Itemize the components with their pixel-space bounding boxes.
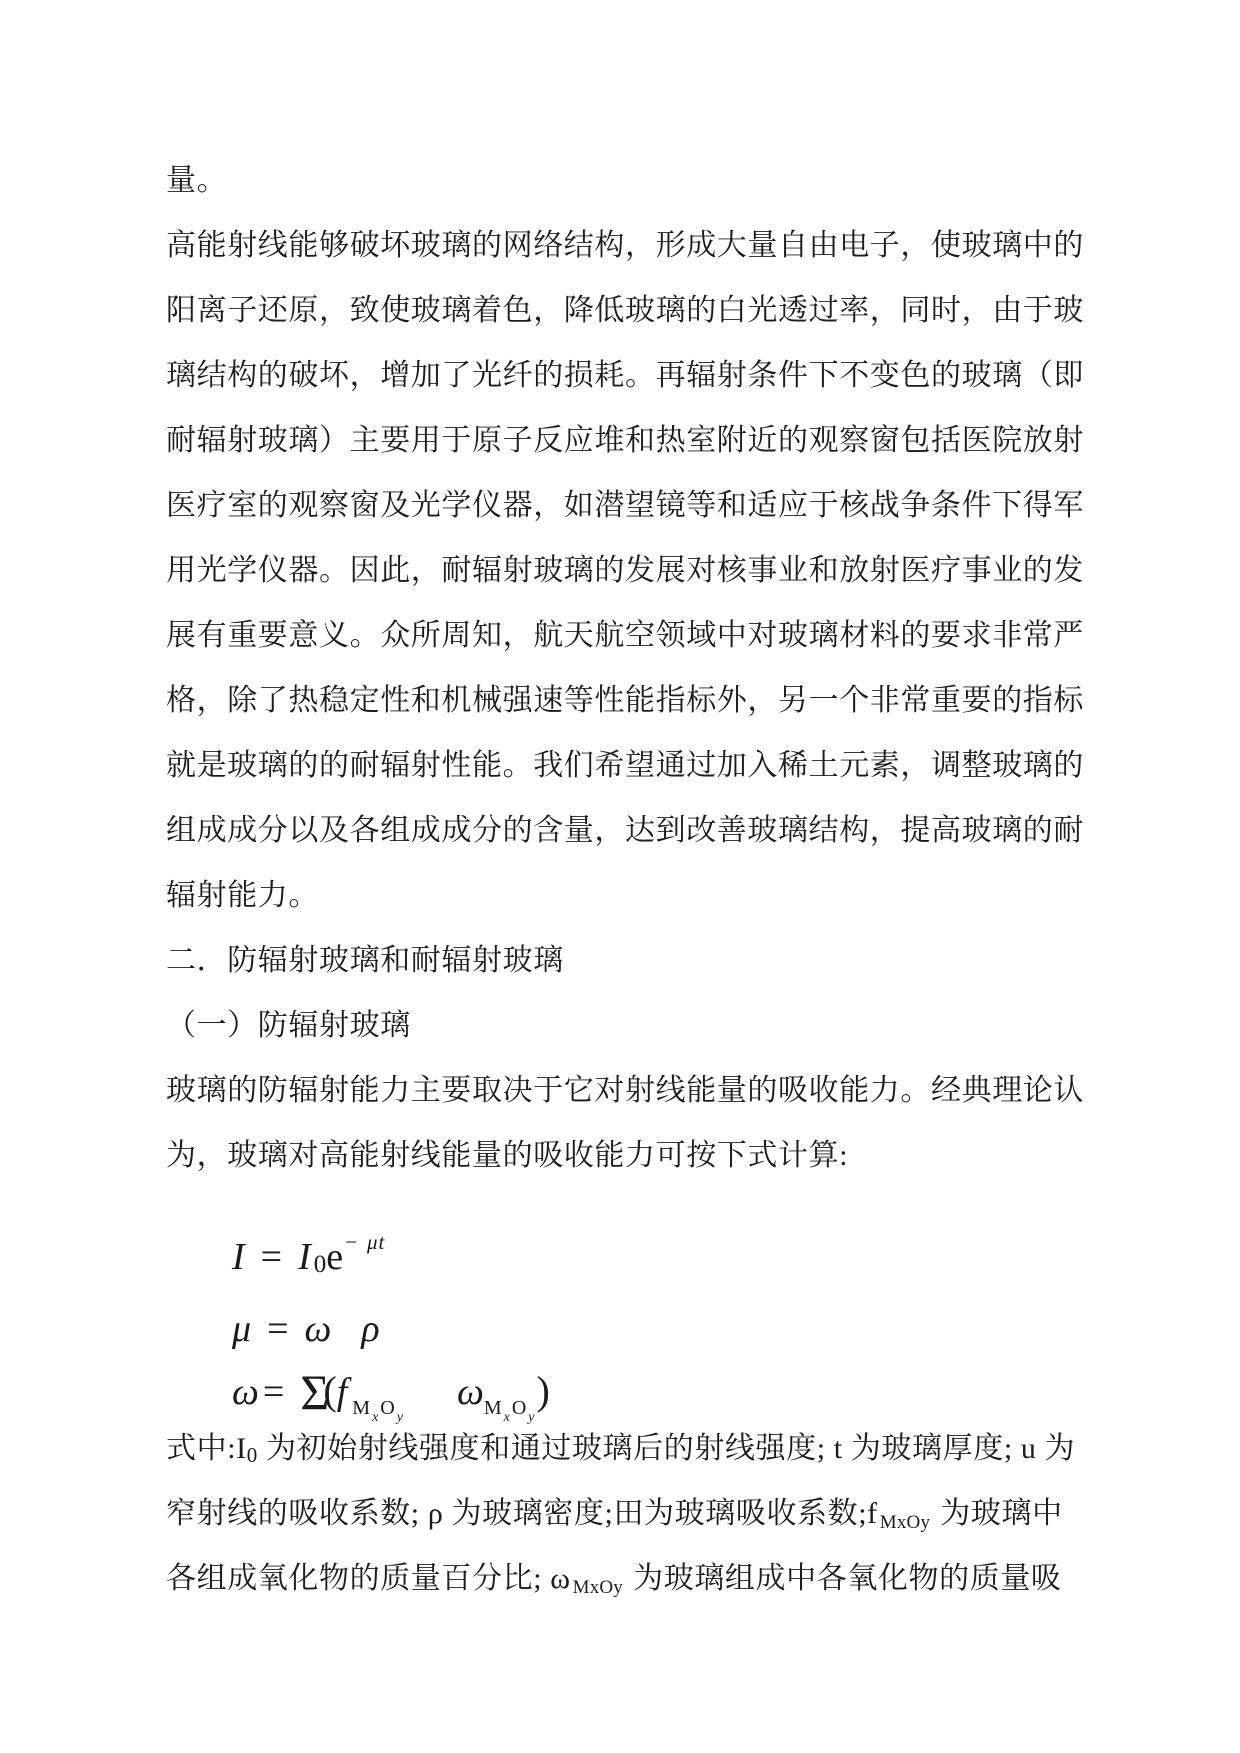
subscript-MxOy: MxOy bbox=[572, 1577, 624, 1598]
text-line: 展有重要意义。众所周知，航天航空领域中对玻璃材料的要求非常严 bbox=[166, 619, 1084, 652]
explanation-text: 为初始射线强度和通过玻璃后的射线强度; t 为玻璃厚度; u 为 bbox=[257, 1432, 1076, 1465]
minus-sign: − bbox=[345, 1230, 357, 1254]
explanation-text: 式中:I bbox=[166, 1432, 247, 1465]
formula-mu bbox=[232, 1305, 1096, 1353]
section-subheading: （一）防辐射玻璃 bbox=[166, 1009, 411, 1042]
text-line: 玻璃的防辐射能力主要取决于它对射线能量的吸收能力。经典理论认 bbox=[166, 1074, 1084, 1107]
text-line: 璃结构的破坏，增加了光纤的损耗。再辐射条件下不变色的玻璃（即 bbox=[166, 359, 1084, 392]
text-line: 量。 bbox=[166, 164, 228, 197]
text-line: 阳离子还原，致使玻璃着色，降低玻璃的白光透过率，同时，由于玻 bbox=[166, 294, 1084, 327]
text-line: 辐射能力。 bbox=[166, 879, 319, 912]
subscript-M: M bbox=[352, 1397, 371, 1419]
explanation-text: 为玻璃组成中各氧化物的质量吸 bbox=[625, 1562, 1062, 1595]
text-line: 为，玻璃对高能射线能量的吸收能力可按下式计算: bbox=[166, 1139, 849, 1172]
formula-term-I0-base: I bbox=[298, 1236, 311, 1278]
equals-sign: = bbox=[262, 1371, 285, 1413]
text-line: 就是玻璃的的耐辐射性能。我们希望通过加入稀土元素，调整玻璃的 bbox=[166, 749, 1084, 782]
section-heading: 二．防辐射玻璃和耐辐射玻璃 bbox=[166, 944, 564, 977]
paragraph-opening bbox=[166, 148, 1096, 213]
text-line: 格，除了热稳定性和机械强速等性能指标外，另一个非常重要的指标 bbox=[166, 684, 1084, 717]
subscript-MxOy: MxOy bbox=[879, 1512, 931, 1533]
paragraph-main bbox=[166, 213, 1096, 928]
open-paren: ( bbox=[323, 1368, 337, 1413]
formula-intensity bbox=[232, 1218, 1096, 1289]
explanation-text: 各组成氧化物的质量百分比; ω bbox=[166, 1562, 571, 1595]
subscript-M: M bbox=[483, 1397, 502, 1419]
formula-term-f: f bbox=[336, 1371, 348, 1413]
sigma-sum-symbol: Σ bbox=[300, 1364, 324, 1420]
formula-term-omega-inner: ω bbox=[456, 1371, 484, 1413]
formula-term-e: e bbox=[326, 1236, 344, 1278]
equals-sign: = bbox=[260, 1236, 283, 1278]
text-line: 用光学仪器。因此，耐辐射玻璃的发展对核事业和放射医疗事业的发 bbox=[166, 554, 1084, 587]
formula-term-mu: μ bbox=[232, 1308, 252, 1350]
document-content bbox=[166, 148, 1096, 1611]
explanation-text: 窄射线的吸收系数; ρ 为玻璃密度;田为玻璃吸收系数;f bbox=[166, 1497, 878, 1530]
formula-term-omega: ω bbox=[304, 1308, 332, 1350]
explanation-line-1 bbox=[166, 1416, 1096, 1481]
explanation-line-3 bbox=[166, 1546, 1096, 1611]
explanation-line-2 bbox=[166, 1481, 1096, 1546]
subscript-x: x bbox=[372, 1410, 379, 1425]
explanation-text: 为玻璃中 bbox=[932, 1497, 1063, 1530]
formula-term-omega-lhs: ω bbox=[232, 1371, 259, 1413]
equals-sign: = bbox=[267, 1308, 289, 1350]
subscript-y: y bbox=[396, 1410, 403, 1425]
subscript-0: 0 bbox=[246, 1443, 258, 1467]
text-line: 耐辐射玻璃）主要用于原子反应堆和热室附近的观察窗包括医院放射 bbox=[166, 424, 1084, 457]
text-line: 医疗室的观察窗及光学仪器，如潜望镜等和适应于核战争条件下得军 bbox=[166, 489, 1084, 522]
subscript-x: x bbox=[503, 1410, 510, 1425]
text-line: 高能射线能够破坏玻璃的网络结构，形成大量自由电子，使玻璃中的 bbox=[166, 229, 1084, 262]
text-line: 组成成分以及各组成成分的含量，达到改善玻璃结构，提高玻璃的耐 bbox=[166, 814, 1084, 847]
subscript-O: O bbox=[511, 1397, 527, 1419]
formula-exponent bbox=[345, 1230, 385, 1254]
paragraph-intro bbox=[166, 1058, 1096, 1188]
formula-subscript-0: 0 bbox=[313, 1251, 327, 1278]
close-paren: ) bbox=[536, 1368, 550, 1413]
formula-term-I: I bbox=[232, 1236, 245, 1278]
subscript-y: y bbox=[528, 1410, 535, 1425]
formula-term-rho: ρ bbox=[361, 1308, 380, 1350]
formula-block bbox=[166, 1188, 1096, 1425]
formula-exponent-mut: μt bbox=[366, 1230, 386, 1254]
subscript-O: O bbox=[380, 1397, 395, 1419]
